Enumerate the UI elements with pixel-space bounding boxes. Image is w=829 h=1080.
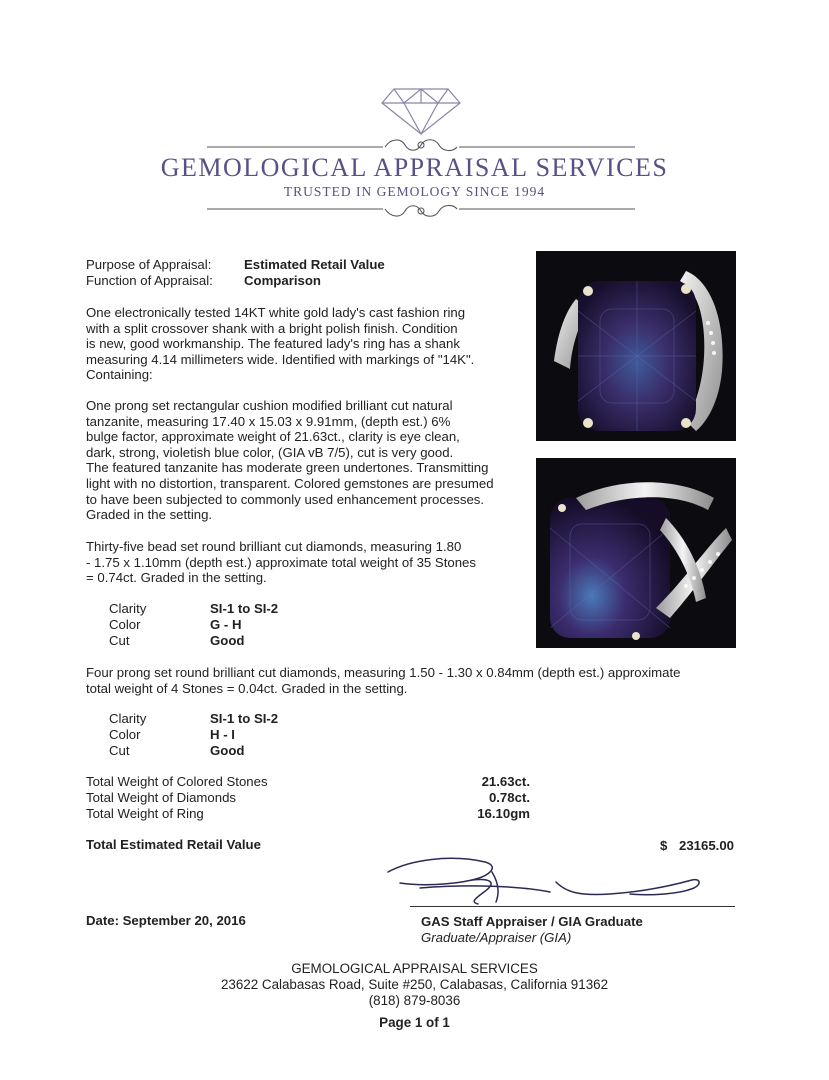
ring-description: One electronically tested 14KT white gold lady's cast fashion ring with a split crossover shank with a bright polish finish. Condition is new, good workmanship. The featured lady's ring has a shank measuring 4.14 millimeters wide. Identified with markings of "14K". Containing: <box>86 305 475 383</box>
grade-label: Clarity <box>109 711 147 726</box>
diamonds-description-2: Four prong set round brilliant cut diamonds, measuring 1.50 - 1.30 x 0.84mm (depth est.) approximate total weight of 4 Stones = 0.04ct. Graded in the setting. <box>86 665 681 696</box>
appraiser-signature <box>380 852 710 907</box>
purpose-value: Estimated Retail Value <box>244 257 385 272</box>
total-label: Total Weight of Diamonds <box>86 790 237 805</box>
retail-value-amount: 23165.00 <box>679 838 735 853</box>
grade-value: SI-1 to SI-2 <box>210 601 279 616</box>
grade-value: SI-1 to SI-2 <box>210 711 279 726</box>
footer-address: 23622 Calabasas Road, Suite #250, Calabasas, California 91362 <box>220 977 609 992</box>
appraiser-subtitle: Graduate/Appraiser (GIA) <box>421 930 572 945</box>
footer-company: GEMOLOGICAL APPRAISAL SERVICES <box>291 961 538 976</box>
function-value: Comparison <box>244 273 321 288</box>
company-name: GEMOLOGICAL APPRAISAL SERVICES <box>160 153 669 182</box>
ring-photo-bottom <box>536 458 736 648</box>
ornament-bottom <box>207 200 635 220</box>
grade-value: Good <box>210 633 245 648</box>
footer-phone: (818) 879-8036 <box>368 993 461 1008</box>
grade-label: Color <box>109 617 141 632</box>
tanzanite-description: One prong set rectangular cushion modified brilliant cut natural tanzanite, measuring 17.40 x 15.03 x 9.91mm, (depth est.) 6% bulge factor, approximate weight of 21.63ct., clarity is eye clean, dark, strong, violetish blue color, (GIA vB 7/5), cut is very good. The featured tanzanite has moderate green undertones. Transmitting light with no distortion, transparent. Colored gemstones are presumed to have been subjected to commonly used enhancement processes. Graded in the setting. <box>86 398 494 523</box>
purpose-label: Purpose of Appraisal: <box>86 257 212 272</box>
ring-photo-top <box>536 251 736 441</box>
total-value: 0.78ct. <box>488 790 530 805</box>
function-label: Function of Appraisal: <box>86 273 213 288</box>
grade-label: Cut <box>109 743 130 758</box>
grade-value: H - I <box>210 727 235 742</box>
page-number: Page 1 of 1 <box>379 1015 450 1030</box>
total-value: 16.10gm <box>477 806 530 821</box>
total-label: Total Weight of Colored Stones <box>86 774 268 789</box>
total-value: 21.63ct. <box>481 774 530 789</box>
appraiser-title: GAS Staff Appraiser / GIA Graduate <box>421 914 643 929</box>
grade-label: Clarity <box>109 601 147 616</box>
grade-value: G - H <box>210 617 242 632</box>
appraisal-date: Date: September 20, 2016 <box>86 913 246 928</box>
grade-label: Color <box>109 727 141 742</box>
diamonds-description-1: Thirty-five bead set round brilliant cut diamonds, measuring 1.80 - 1.75 x 1.10mm (depth est.) approximate total weight of 35 Stones = 0.74ct. Graded in the setting. <box>86 539 476 586</box>
total-label: Total Weight of Ring <box>86 806 204 821</box>
company-tagline: TRUSTED IN GEMOLOGY SINCE 1994 <box>283 184 546 199</box>
retail-value-label: Total Estimated Retail Value <box>86 837 261 852</box>
grade-value: Good <box>210 743 245 758</box>
currency-symbol: $ <box>660 838 668 853</box>
diamond-icon <box>380 86 462 136</box>
grade-label: Cut <box>109 633 130 648</box>
signature-line <box>410 906 735 907</box>
